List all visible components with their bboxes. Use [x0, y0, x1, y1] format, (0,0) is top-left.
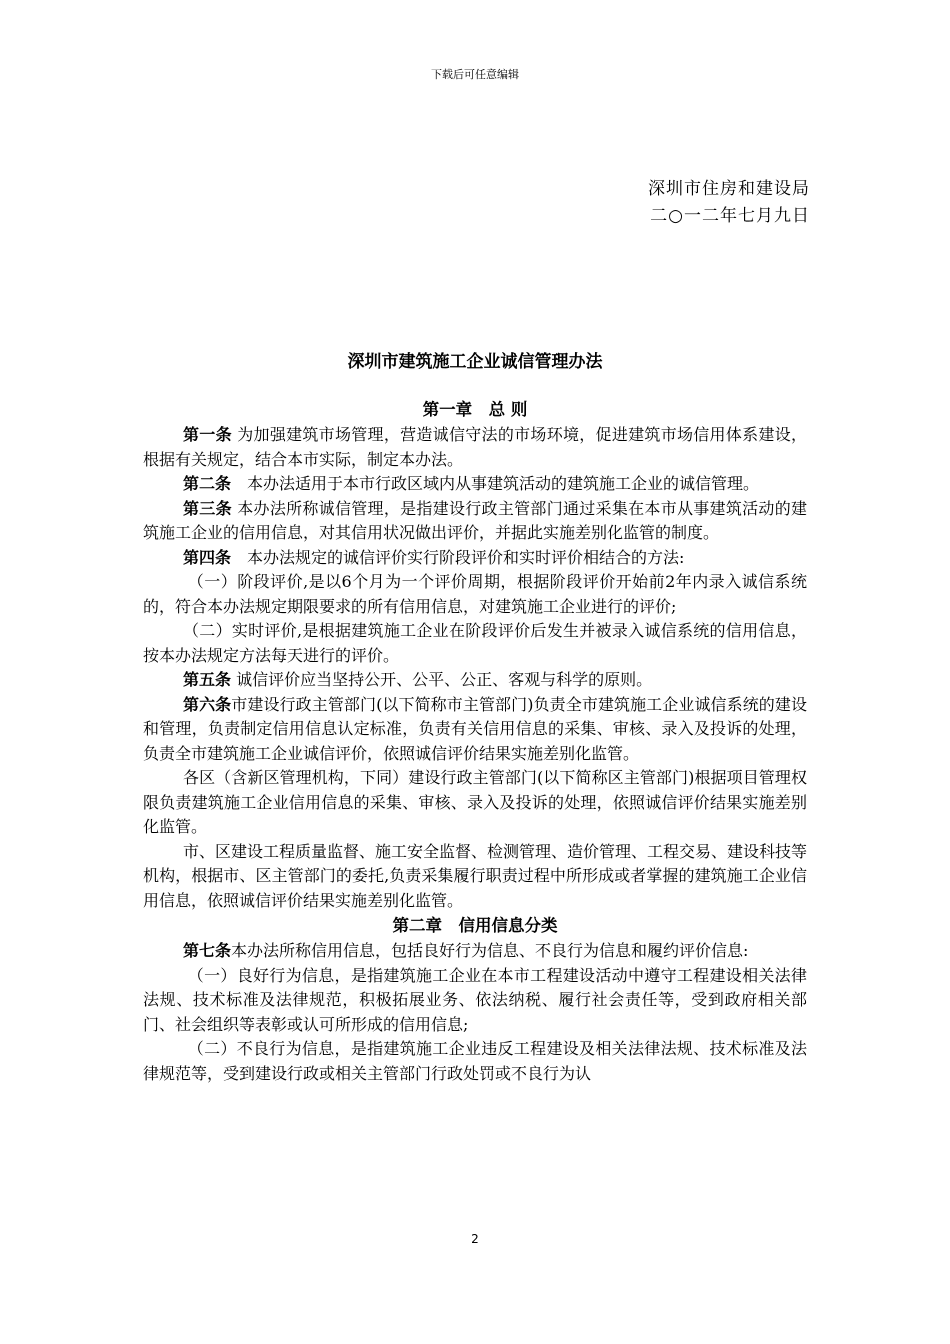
signature-date: 二○一二年七月九日 [650, 206, 810, 226]
article-label: 第七条 [183, 941, 232, 960]
article-text: 为加强建筑市场管理，营造诚信守法的市场环境，促进建筑市场信用体系建设，根据有关规定，结合本市实际，制定本办法。 [143, 425, 807, 469]
article-2 [143, 472, 807, 497]
article-5 [143, 668, 807, 693]
article-6-paragraph-3: 市、区建设工程质量监督、施工安全监督、检测管理、造价管理、工程交易、建设科技等机构，根据市、区主管部门的委托,负责采集履行职责过程中所形成或者掌握的建筑施工企业信用信息，依照诚信评价结果实施差别化监管。 [143, 841, 808, 910]
article-4-item-2: （二）实时评价,是根据建筑施工企业在阶段评价后发生并被录入诚信系统的信用信息，按本办法规定方法每天进行的评价。 [143, 621, 807, 665]
article-text: 本办法所称诚信管理，是指建设行政主管部门通过采集在本市从事建筑活动的建筑施工企业的信用信息，对其信用状况做出评价，并据此实施差别化监管的制度。 [143, 498, 807, 542]
article-4-item-1: （一）阶段评价,是以6个月为一个评价周期，根据阶段评价开始前2年内录入诚信系统的，符合本办法规定期限要求的所有信用信息，对建筑施工企业进行的评价; [143, 572, 807, 616]
article-text: 本办法所称信用信息，包括良好行为信息、不良行为信息和履约评价信息: [231, 941, 749, 960]
article-7 [143, 939, 807, 964]
article-label: 第五条 [183, 670, 232, 689]
article-text: 本办法规定的诚信评价实行阶段评价和实时评价相结合的方法: [231, 547, 685, 567]
document-title: 深圳市建筑施工企业诚信管理办法 [347, 352, 603, 372]
article-label: 第二条 [183, 474, 232, 493]
article-3 [143, 497, 807, 546]
header-note: 下载后可任意编辑 [431, 68, 519, 81]
article-label: 第六条 [183, 694, 232, 714]
page-number: 2 [471, 1232, 479, 1246]
article-1 [143, 423, 807, 472]
article-7-item-1: （一）良好行为信息，是指建筑施工企业在本市工程建设活动中遵守工程建设相关法律法规、技术标准及法律规范，积极拓展业务、依法纳税、履行社会责任等，受到政府相关部门、社会组织等表彰或认可所形成的信用信息; [143, 965, 807, 1034]
article-text: 本办法适用于本市行政区域内从事建筑活动的建筑施工企业的诚信管理。 [231, 474, 760, 493]
article-label: 第三条 [183, 498, 232, 518]
chapter-2-title: 第二章 信用信息分类 [392, 916, 558, 935]
article-4 [143, 546, 807, 571]
article-text: 市建设行政主管部门(以下简称市主管部门)负责全市建筑施工企业诚信系统的建设和管理，负责制定信用信息认定标准，负责有关信用信息的采集、审核、录入及投诉的处理，负责全市建筑施工企业诚信评价，依照诚信评价结果实施差别化监管。 [143, 694, 807, 763]
article-6 [143, 693, 807, 767]
article-7-item-2: （二）不良行为信息，是指建筑施工企业违反工程建设及相关法律法规、技术标准及法律规范等，受到建设行政或相关主管部门行政处罚或不良行为认 [143, 1039, 807, 1083]
article-text: 诚信评价应当坚持公开、公平、公正、客观与科学的原则。 [231, 670, 653, 689]
document-body [143, 397, 807, 1086]
article-6-paragraph-2: 各区（含新区管理机构，下同）建设行政主管部门(以下简称区主管部门)根据项目管理权限负责建筑施工企业信用信息的采集、审核、录入及投诉的处理，依照诚信评价结果实施差别化监管。 [143, 768, 807, 836]
article-label: 第一条 [183, 425, 232, 444]
signature-org: 深圳市住房和建设局 [648, 179, 810, 199]
article-label: 第四条 [183, 547, 232, 567]
signature-block [648, 176, 810, 230]
chapter-1-title: 第一章 总 则 [422, 400, 528, 419]
